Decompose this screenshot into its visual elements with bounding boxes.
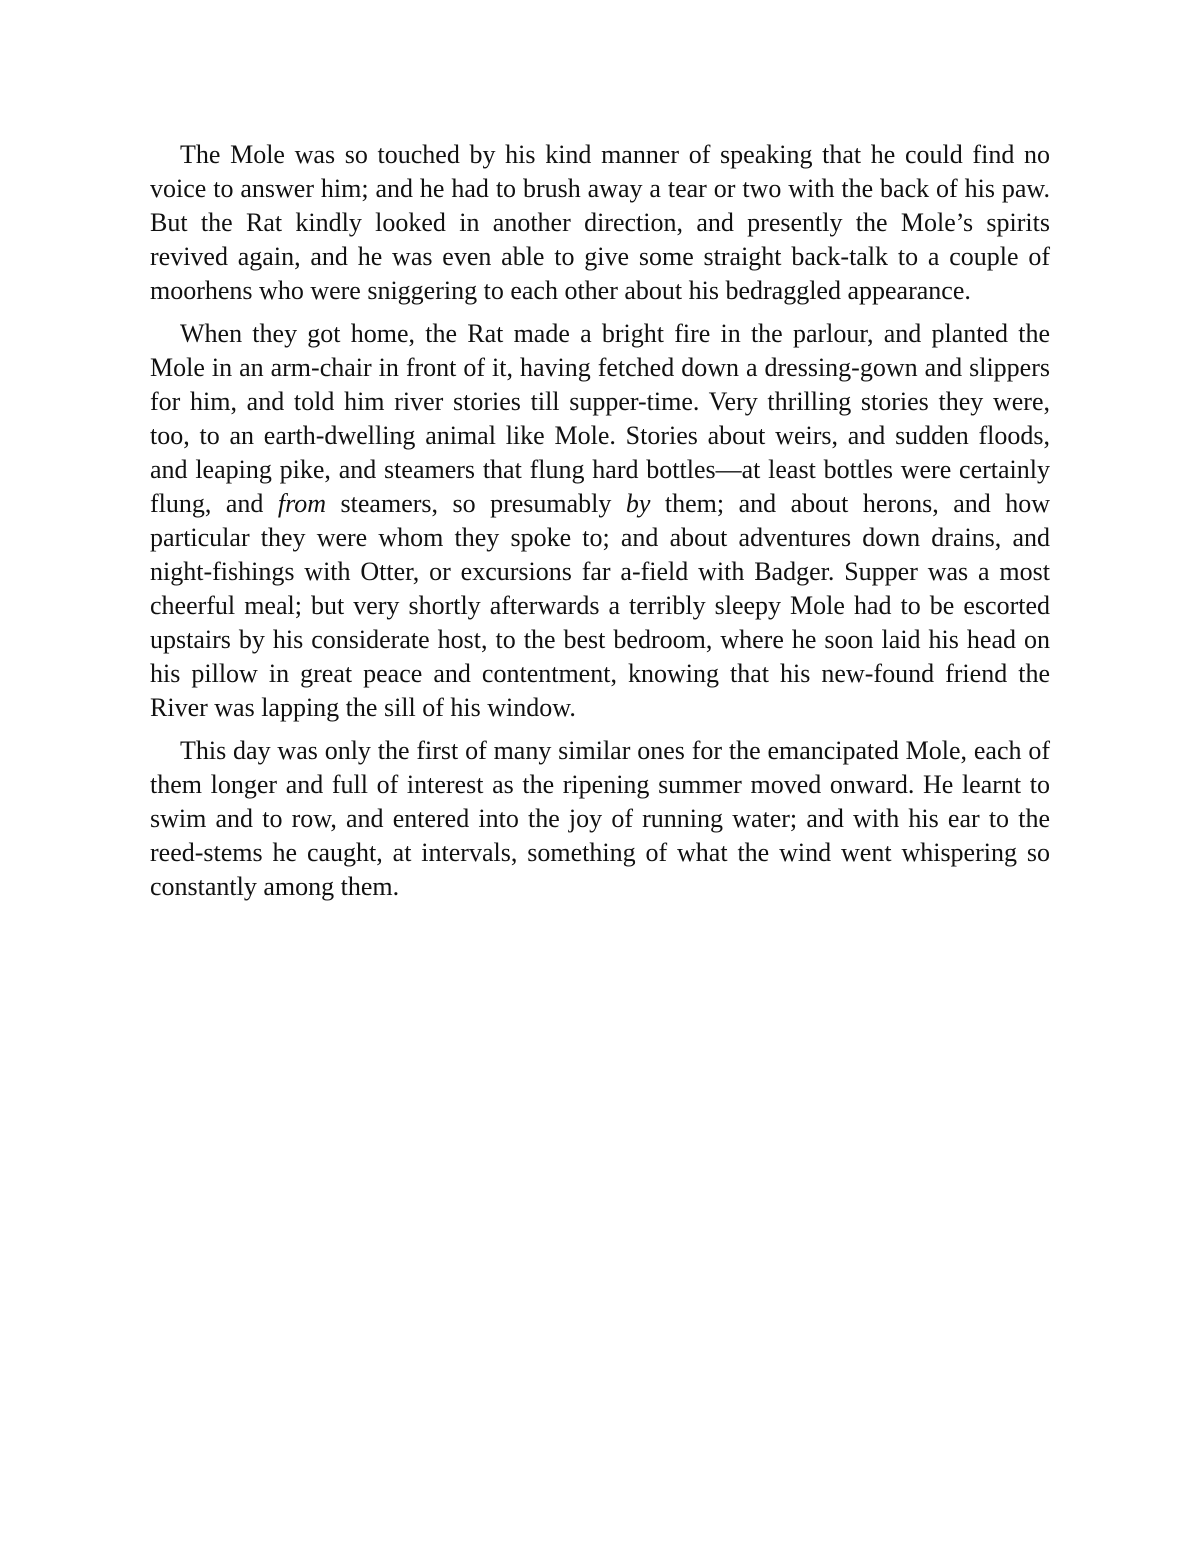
italic-text-run: from	[277, 489, 327, 518]
text-run: When they got home, the Rat made a bright fire in the parlour, and planted the Mole in an arm-chair in front of it, having fetched down a dressing-gown and slippers for him, and told him river stories till supper-time. Very thrilling stories they were, too, to an earth-dwelling animal like Mole. Stories about weirs, and sudden floods, and leaping pike, and steamers that flung hard bottles—at least bottles were certainly flung, and	[150, 319, 1050, 518]
text-run: them; and about herons, and how particular they were whom they spoke to; and about adventures down drains, and night-fishings with Otter, or excursions far a-field with Badger. Supper was a most cheerful meal; but very shortly afterwards a terribly sleepy Mole had to be escorted upstairs by his considerate host, to the best bedroom, where he soon laid his head on his pillow in great peace and contentment, knowing that his new-found friend the River was lapping the sill of his window.	[150, 489, 1050, 722]
text-run: The Mole was so touched by his kind manner of speaking that he could find no voice to answer him; and he had to brush away a tear or two with the back of his paw. But the Rat kindly looked in another direction, and presently the Mole’s spirits revived again, and he was even able to give some straight back-talk to a couple of moorhens who were sniggering to each other about his bedraggled appearance.	[150, 140, 1050, 305]
text-run: steamers, so presumably	[326, 489, 626, 518]
paragraph	[150, 734, 1050, 904]
text-run: This day was only the first of many similar ones for the emancipated Mole, each of them longer and full of interest as the ripening summer moved onward. He learnt to swim and to row, and entered into the joy of running water; and with his ear to the reed-stems he caught, at intervals, something of what the wind went whispering so constantly among them.	[150, 736, 1050, 901]
text-body	[150, 138, 1050, 904]
paragraph	[150, 138, 1050, 308]
italic-text-run: by	[625, 489, 651, 518]
paragraph	[150, 317, 1050, 725]
